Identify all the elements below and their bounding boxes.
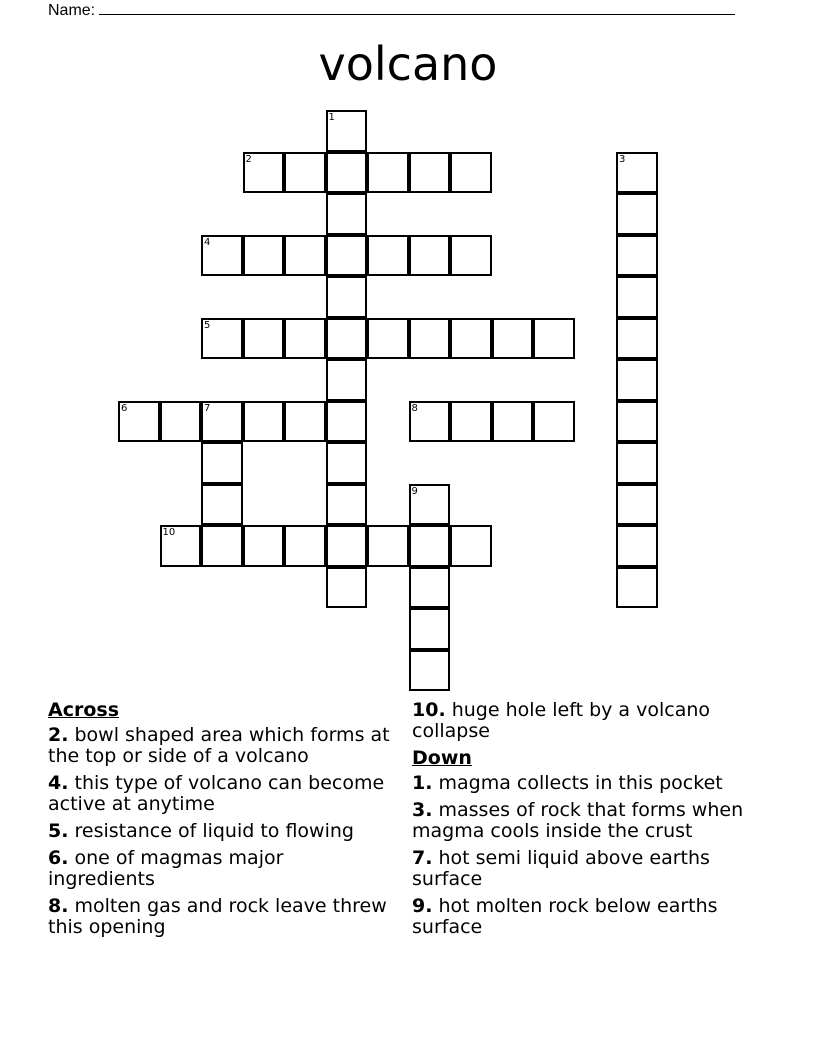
grid-cell[interactable]: [201, 235, 243, 277]
cell-number: 3: [619, 153, 626, 165]
grid-cell[interactable]: [450, 318, 492, 360]
clue-number: 7.: [412, 847, 433, 869]
grid-cell[interactable]: [409, 152, 451, 194]
clue-text: bowl shaped area which forms at the top or side of a volcano: [48, 724, 390, 767]
grid-cell[interactable]: [450, 235, 492, 277]
cell-number: 1: [328, 112, 335, 123]
grid-cell[interactable]: [326, 276, 368, 318]
clue: [412, 800, 782, 842]
grid-cell[interactable]: [616, 442, 658, 484]
clue: [48, 848, 393, 890]
cell-number: 10: [162, 527, 176, 538]
grid-cell[interactable]: [326, 567, 368, 609]
down-clues: [412, 773, 782, 938]
grid-cell[interactable]: [326, 235, 368, 277]
grid-cell[interactable]: [616, 525, 658, 567]
clue-number: 2.: [48, 724, 69, 746]
grid-cell[interactable]: [201, 318, 243, 360]
clue: [48, 773, 393, 815]
grid-cell[interactable]: [616, 193, 658, 235]
cell-number: 2: [245, 153, 252, 165]
clue-number: 4.: [48, 772, 69, 794]
grid-cell[interactable]: [616, 152, 658, 194]
clue: [412, 896, 782, 938]
clue-text: magma collects in this pocket: [432, 772, 723, 794]
clue: [412, 848, 782, 890]
grid-cell[interactable]: [326, 152, 368, 194]
grid-cell[interactable]: [243, 235, 285, 277]
grid-cell[interactable]: [409, 401, 451, 443]
grid-cell[interactable]: [616, 359, 658, 401]
grid-cell[interactable]: [492, 401, 534, 443]
grid-cell[interactable]: [492, 318, 534, 360]
cell-number: 7: [204, 402, 211, 414]
clue-text: molten gas and rock leave threw this opening: [48, 895, 387, 938]
down-heading: Down: [412, 747, 472, 769]
cell-number: 5: [204, 319, 211, 331]
clue-number: 6.: [48, 847, 69, 869]
clue-text: hot molten rock below earths surface: [412, 895, 718, 938]
grid-cell[interactable]: [409, 608, 451, 650]
clue-number: 3.: [412, 799, 433, 821]
grid-cell[interactable]: [326, 318, 368, 360]
grid-cell[interactable]: [367, 525, 409, 567]
grid-cell[interactable]: [201, 525, 243, 567]
grid-cell[interactable]: [450, 401, 492, 443]
grid-cell[interactable]: [201, 442, 243, 484]
clue-text: hot semi liquid above earths surface: [412, 847, 710, 890]
grid-cell[interactable]: [409, 318, 451, 360]
clue-text: one of magmas major ingredients: [48, 847, 284, 890]
puzzle-title: volcano: [318, 37, 498, 91]
cell-number: 6: [121, 402, 128, 414]
grid-cell[interactable]: [367, 318, 409, 360]
cell-number: 9: [411, 485, 418, 497]
across-clues: [48, 725, 393, 938]
grid-cell[interactable]: [367, 152, 409, 194]
grid-cell[interactable]: [284, 525, 326, 567]
clue: [48, 896, 393, 938]
grid-cell[interactable]: [118, 401, 160, 443]
grid-cell[interactable]: [409, 235, 451, 277]
grid-cell[interactable]: [409, 650, 451, 692]
grid-cell[interactable]: [326, 442, 368, 484]
clue-text: huge hole left by a volcano collapse: [412, 699, 711, 742]
grid-cell[interactable]: [326, 484, 368, 526]
grid-cell[interactable]: [616, 567, 658, 609]
grid-cell[interactable]: [616, 401, 658, 443]
cell-number: 4: [204, 236, 211, 248]
grid-cell[interactable]: [450, 152, 492, 194]
grid-cell[interactable]: [450, 525, 492, 567]
clue-text: resistance of liquid to flowing: [68, 820, 354, 842]
grid-cell[interactable]: [160, 401, 202, 443]
clue-number: 1.: [412, 772, 433, 794]
grid-cell[interactable]: [409, 525, 451, 567]
grid-cell[interactable]: [284, 152, 326, 194]
clue-number: 8.: [48, 895, 69, 917]
grid-cell[interactable]: [533, 318, 575, 360]
grid-cell[interactable]: [284, 235, 326, 277]
grid-cell[interactable]: [409, 567, 451, 609]
clue-number: 5.: [48, 820, 69, 842]
clues-left-column: [48, 700, 393, 944]
cell-number: 8: [411, 402, 418, 414]
clue: [412, 700, 782, 742]
grid-cell[interactable]: [367, 235, 409, 277]
clue: [48, 725, 393, 767]
grid-cell[interactable]: [326, 193, 368, 235]
grid-cell[interactable]: [284, 401, 326, 443]
grid-cell[interactable]: [616, 318, 658, 360]
grid-cell[interactable]: [533, 401, 575, 443]
clue: [412, 773, 782, 794]
grid-cell[interactable]: [616, 484, 658, 526]
clue-text: this type of volcano can become active at anytime: [48, 772, 385, 815]
grid-cell[interactable]: [326, 359, 368, 401]
clue-number: 9.: [412, 895, 433, 917]
clue-text: masses of rock that forms when magma cools inside the crust: [412, 799, 744, 842]
grid-cell[interactable]: [201, 401, 243, 443]
grid-cell[interactable]: [284, 318, 326, 360]
grid-cell[interactable]: [160, 525, 202, 567]
name-label: Name:: [48, 2, 96, 19]
across-clues-continued: [412, 700, 782, 742]
grid-cell[interactable]: [326, 525, 368, 567]
grid-cell[interactable]: [409, 484, 451, 526]
clue: [48, 821, 393, 842]
grid-cell[interactable]: [326, 401, 368, 443]
grid-cell[interactable]: [243, 152, 285, 194]
across-heading: Across: [48, 699, 120, 721]
grid-cell[interactable]: [243, 401, 285, 443]
grid-cell[interactable]: [243, 318, 285, 360]
grid-cell[interactable]: [616, 276, 658, 318]
grid-cell[interactable]: [326, 110, 368, 152]
grid-cell[interactable]: [243, 525, 285, 567]
grid-cell[interactable]: [616, 235, 658, 277]
clue-number: 10.: [412, 699, 446, 721]
grid-cell[interactable]: [201, 484, 243, 526]
clues-right-column: [412, 700, 782, 944]
